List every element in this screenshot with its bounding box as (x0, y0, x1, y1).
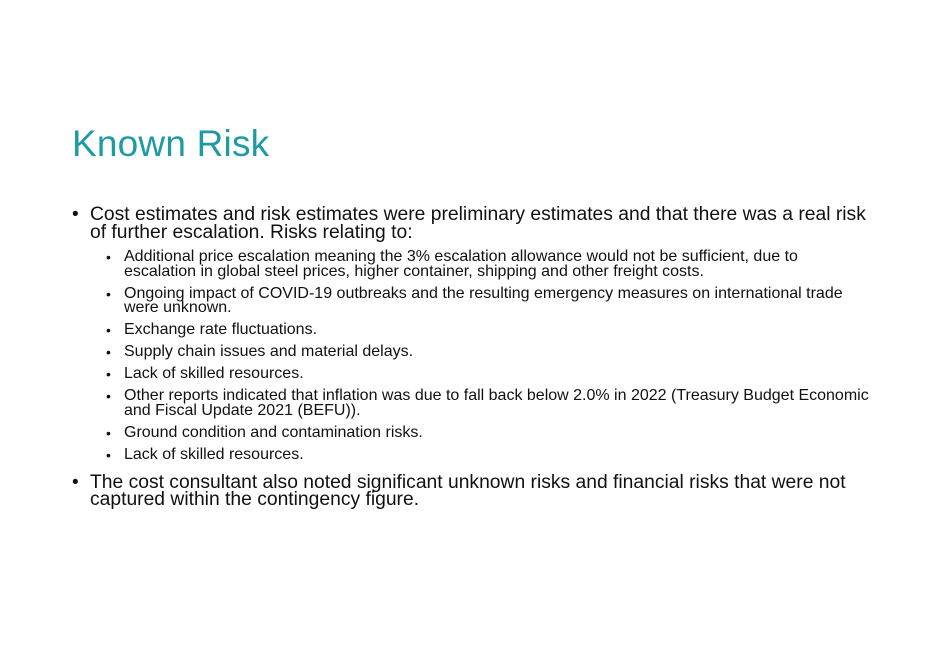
sub-bullet-text: Additional price escalation meaning the 3% escalation allowance would not be sufficient, due to escalation in global steel prices, higher container, shipping and other freight costs. (124, 248, 798, 280)
bullet-icon: • (106, 388, 111, 404)
sub-bullet-item (106, 445, 872, 463)
bullet-icon: • (106, 446, 111, 463)
bullet-item (72, 206, 872, 241)
bullet-icon: • (106, 322, 111, 338)
bullet-item (72, 471, 872, 510)
sub-bullet-item (106, 250, 872, 279)
sub-bullet-text: Lack of skilled resources. (124, 445, 304, 463)
sub-bullet-item (106, 367, 872, 382)
bullet-icon: • (106, 249, 111, 265)
sub-bullet-list (106, 250, 872, 462)
bullet-icon: • (106, 285, 111, 302)
bullet-icon: • (72, 471, 79, 493)
sub-bullet-item (106, 284, 872, 316)
sub-bullet-text: Lack of skilled resources. (124, 365, 304, 382)
bullet-icon: • (72, 204, 79, 225)
sub-bullet-item (106, 423, 872, 441)
sub-bullet-text: Other reports indicated that inflation was due to fall back below 2.0% in 2022 (Treasury Budget Economic and Fiscal Update 2021 (BEFU)). (124, 387, 869, 419)
bullet-text: Cost estimates and risk estimates were preliminary estimates and that there was a real risk of further escalation. Risks relating to: (90, 204, 866, 243)
sub-bullet-item (106, 323, 872, 338)
sub-bullet-text: Exchange rate fluctuations. (124, 321, 318, 338)
bullet-icon: • (106, 424, 111, 441)
sub-bullet-text: Supply chain issues and material delays. (124, 343, 414, 360)
bullet-icon: • (106, 344, 111, 360)
sub-bullet-text: Ongoing impact of COVID-19 outbreaks and the resulting emergency measures on international trade were unknown. (124, 284, 843, 316)
bullet-text: The cost consultant also noted significant unknown risks and financial risks that were not captured within the contingency figure. (90, 471, 846, 510)
sub-bullet-item (106, 345, 872, 360)
sub-bullet-text: Ground condition and contamination risks. (124, 423, 423, 441)
slide-title: Known Risk (72, 123, 270, 164)
slide-content (72, 206, 872, 509)
sub-bullet-item (106, 389, 872, 418)
bullet-icon: • (106, 366, 111, 382)
